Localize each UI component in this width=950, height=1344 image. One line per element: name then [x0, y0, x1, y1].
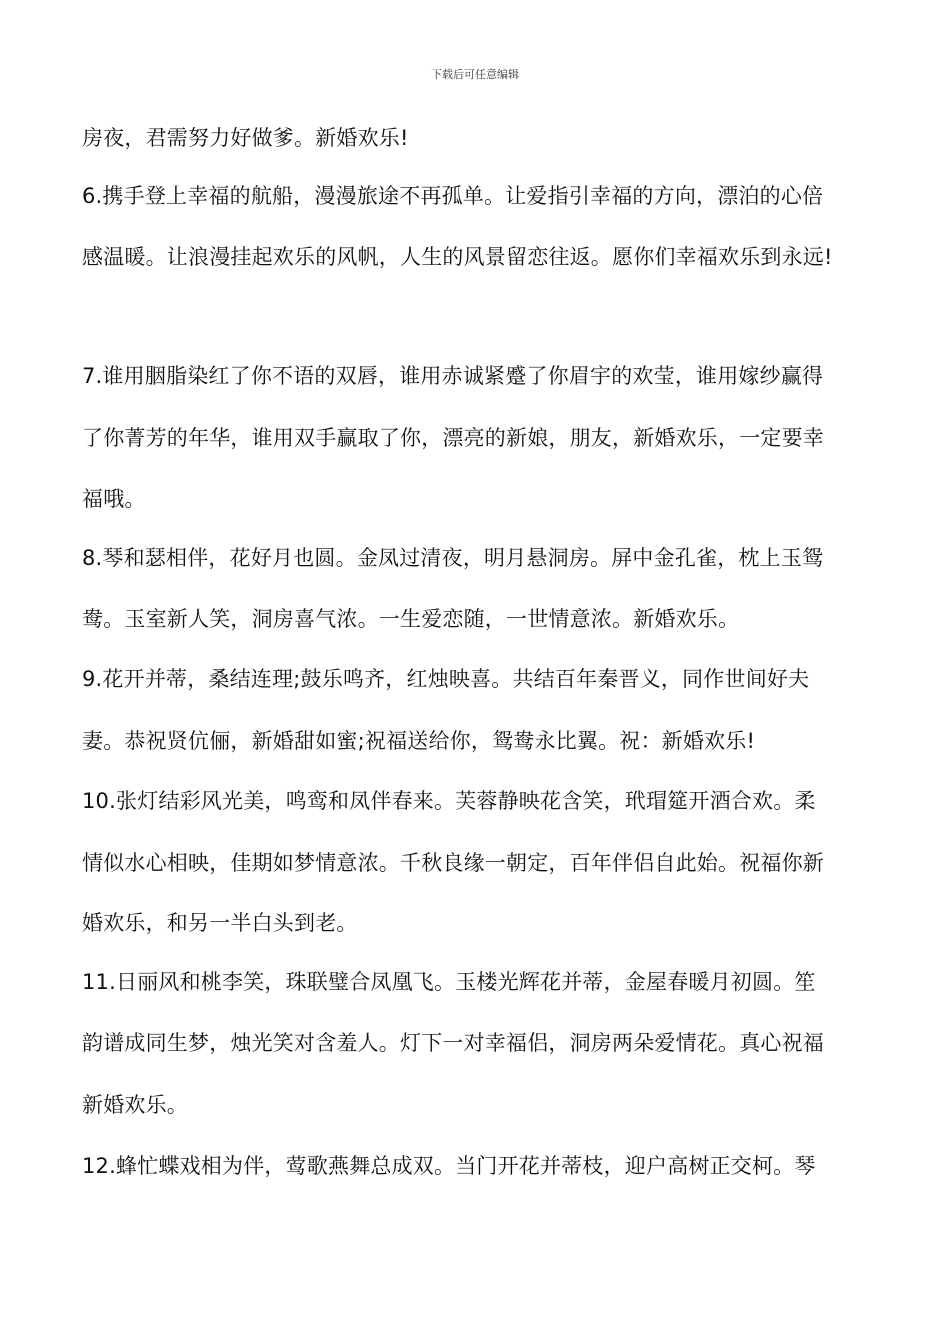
- text-line: 婚欢乐，和另一半白头到老。: [82, 911, 358, 935]
- text-line: 9.花开并蒂，桑结连理;鼓乐鸣齐，红烛映喜。共结百年秦晋义，同作世间好夫: [82, 667, 810, 691]
- text-line: 韵谱成同生梦，烛光笑对含羞人。灯下一对幸福侣，洞房两朵爱情花。真心祝福: [82, 1031, 824, 1055]
- text-line: 6.携手登上幸福的航船，漫漫旅途不再孤单。让爱指引幸福的方向，漂泊的心倍: [82, 184, 824, 208]
- text-line: 房夜，君需努力好做爹。新婚欢乐!: [82, 126, 409, 150]
- text-line: 了你菁芳的年华，谁用双手赢取了你，漂亮的新娘，朋友，新婚欢乐，一定要幸: [82, 426, 824, 450]
- text-line: 11.日丽风和桃李笑，珠联璧合凤凰飞。玉楼光辉花并蒂，金屋春暖月初圆。笙: [82, 970, 816, 994]
- text-line: 福哦。: [82, 487, 146, 511]
- text-line: 鸯。玉室新人笑，洞房喜气浓。一生爱恋随，一世情意浓。新婚欢乐。: [82, 607, 740, 631]
- text-line: 10.张灯结彩风光美，鸣鸾和凤伴春来。芙蓉静映花含笑，玳瑁筵开酒合欢。柔: [82, 789, 816, 813]
- text-line: 新婚欢乐。: [82, 1093, 188, 1117]
- text-line: 8.琴和瑟相伴，花好月也圆。金凤过清夜，明月悬洞房。屏中金孔雀，枕上玉鸳: [82, 546, 824, 570]
- text-line: 感温暖。让浪漫挂起欢乐的风帆，人生的风景留恋往返。愿你们幸福欢乐到永远!: [82, 245, 833, 269]
- text-line: 12.蜂忙蝶戏相为伴，莺歌燕舞总成双。当门开花并蒂枝，迎户高树正交柯。琴: [82, 1154, 816, 1178]
- page-header: 下载后可任意编辑: [431, 68, 519, 81]
- text-line: 妻。恭祝贤伉俪，新婚甜如蜜;祝福送给你，鸳鸯永比翼。祝：新婚欢乐!: [82, 729, 756, 753]
- text-line: 7.谁用胭脂染红了你不语的双唇，谁用赤诚紧蹙了你眉宇的欢莹，谁用嫁纱赢得: [82, 364, 824, 388]
- text-line: 情似水心相映，佳期如梦情意浓。千秋良缘一朝定，百年伴侣自此始。祝福你新: [82, 851, 824, 875]
